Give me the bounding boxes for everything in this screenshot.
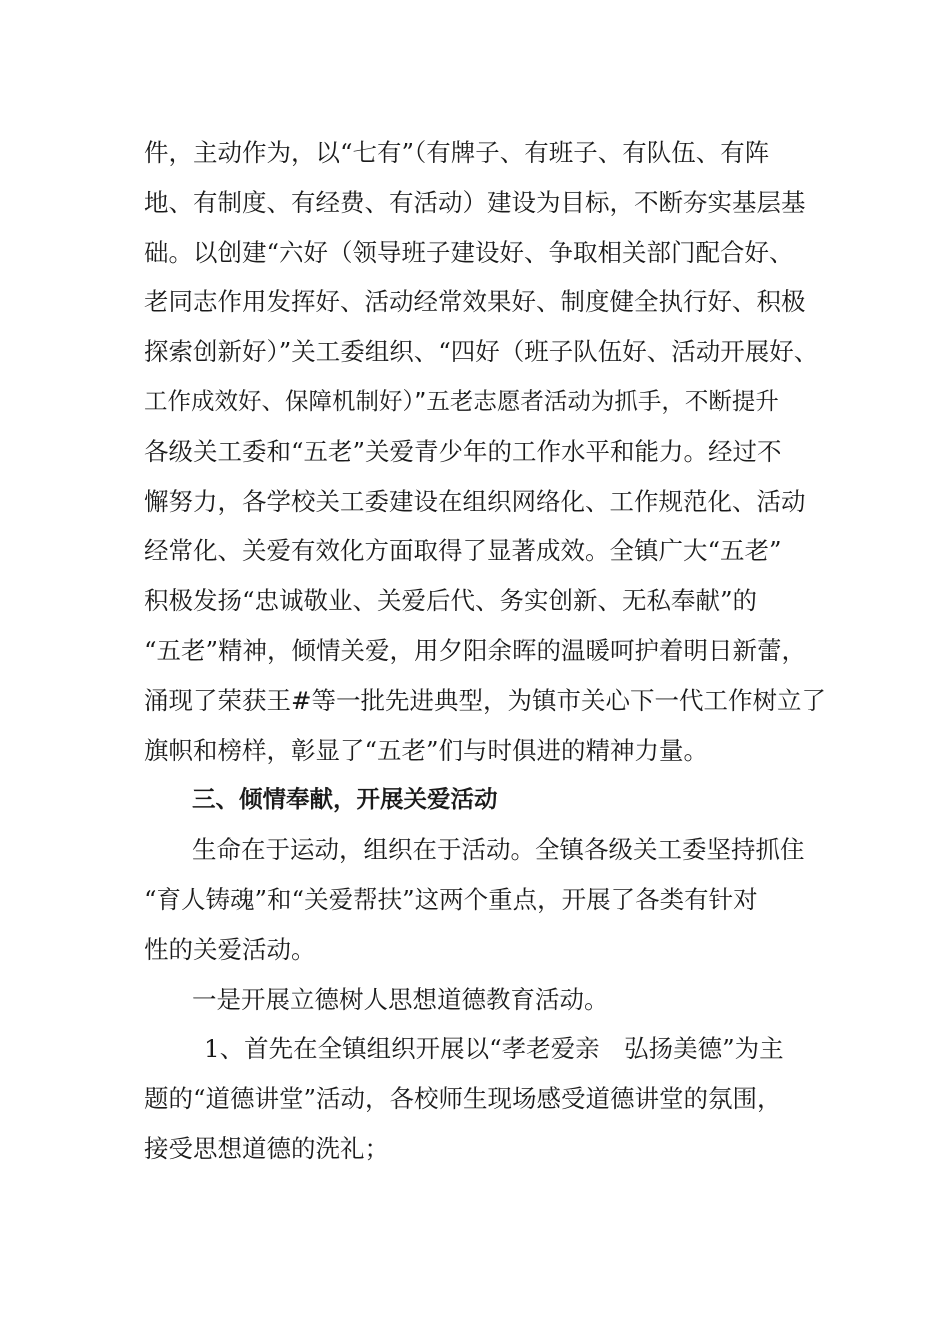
paragraph-line: 生命在于运动，组织在于活动。全镇各级关工委坚持抓住 — [192, 835, 805, 865]
subsection-heading: 一是开展立德树人思想道德教育活动。 — [192, 984, 609, 1014]
paragraph-line: 工作成效好、保障机制好）”五老志愿者活动为抓手，不断提升 — [144, 386, 779, 415]
paragraph-line: 性的关爱活动。 — [144, 934, 316, 964]
paragraph-line: “育人铸魂”和“关爱帮扶”这两个重点，开展了各类有针对 — [144, 884, 758, 914]
paragraph-line: 础。以创建“六好（领导班子建设好、争取相关部门配合好、 — [144, 237, 794, 267]
paragraph-line: 各级关工委和“五老”关爱青少年的工作水平和能力。经过不 — [144, 436, 782, 466]
paragraph-line: 接受思想道德的洗礼； — [144, 1133, 389, 1163]
paragraph-line: “五老”精神，倾情关爱，用夕阳余晖的温暖呵护着明日新蕾， — [144, 635, 807, 665]
paragraph-line: 题的“道德讲堂”活动，各校师生现场感受道德讲堂的氛围， — [144, 1084, 782, 1114]
paragraph-line: 积极发扬“忠诚敬业、关爱后代、务实创新、无私奉献”的 — [144, 586, 758, 616]
paragraph-line: 旗帜和榜样，彰显了“五老”们与时俱进的精神力量。 — [144, 735, 709, 765]
paragraph-line: 老同志作用发挥好、活动经常效果好、制度健全执行好、积极 — [144, 287, 806, 317]
paragraph-line: 涌现了荣获王#等一批先进典型，为镇市关心下一代工作树立了 — [144, 685, 827, 715]
paragraph-line: 探索创新好）”关工委组织、“四好（班子队伍好、活动开展好、 — [144, 337, 819, 367]
paragraph-line: 件，主动作为，以“七有”（有牌子、有班子、有队伍、有阵 — [144, 138, 770, 167]
paragraph-line: 1、首先在全镇组织开展以“孝老爱亲 弘扬美德”为主 — [204, 1034, 784, 1064]
document-body — [144, 128, 827, 1174]
paragraph-line: 经常化、关爱有效化方面取得了显著成效。全镇广大“五老” — [144, 536, 782, 566]
paragraph-line: 地、有制度、有经费、有活动）建设为目标，不断夯实基层基 — [144, 187, 806, 217]
section-heading: 三、倾情奉献，开展关爱活动 — [192, 785, 498, 814]
paragraph-line: 懈努力，各学校关工委建设在组织网络化、工作规范化、活动 — [144, 486, 806, 516]
